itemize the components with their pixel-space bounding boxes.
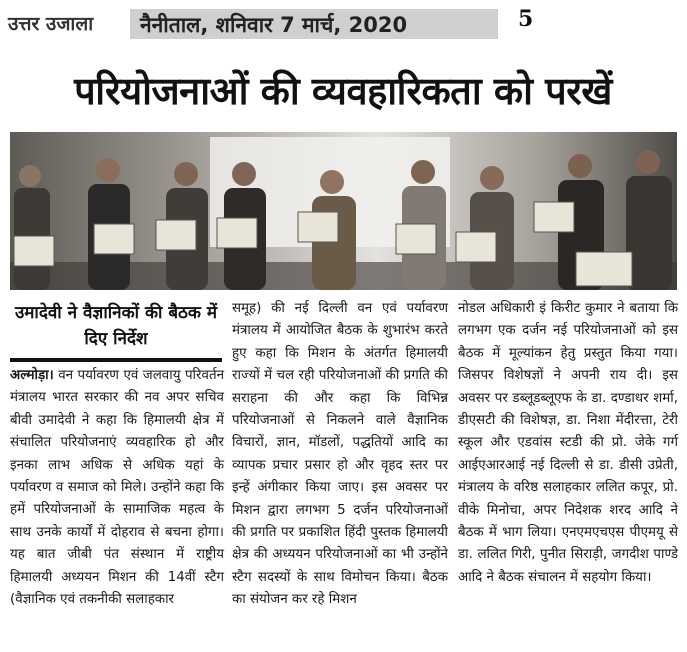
masthead [0,0,687,48]
subhead-rule [10,358,222,362]
column-1-text: वन पर्यावरण एवं जलवायु परिवर्तन मंत्रालय भारत सरकार की नव अपर सचिव बीवी उमादेवी ने कहा कि हिमालयी क्षेत्र में संचालित परियोजनाएं व्यवहारिक हो और इनका लाभ अधिक से अधिक यहां के पर्यावरण व समाज को मिले। उन्होंने कहा कि हमें परियोजनाओं के सामाजिक महत्व के साथ उनके कार्यों में दोहराव से बचना होगा। यह बात जीबी पंत संस्थान में राष्ट्रीय हिमालयी अध्ययन मिशन की 14वीं स्टैग (वैज्ञानिक एवं तकनीकी सलाहकार [10,368,225,608]
article-column-3: नोडल अधिकारी इं किरीट कुमार ने बताया कि लगभग एक दर्जन नई परियोजनाओं को इस बैठक में मूल्यांकन हेतु प्रस्तुत किया गया। जिसपर विशेषज्ञों ने अपनी राय दी। इस अवसर पर डब्लूडब्लूएफ के डा. दण्डाधर शर्मा, डीएसटी की विशेषज्ञ, डा. निशा मेंदीरत्ता, टेरी स्कूल और एडवांस स्टडी की प्रो. जेके गर्ग आईएआरआई नई दिल्ली से डा. डीसी उप्रेती, मंत्रालय के वरिष्ठ सलाहकार ललित कपूर, प्रो. वीके मिनोचा, अपर निदेशक शरद आदि ने बैठक में भाग लिया। एनएमएचएस पीएमयू से डा. ललित गिरी, पुनीत सिराड़ी, जगदीश पाण्डे आदि ने बैठक संचालन में सहयोग किया। [458,301,678,585]
article-column-2: समूह) की नई दिल्ली वन एवं पर्यावरण मंत्रालय में आयोजित बैठक के शुभारंभ करते हुए कहा कि मिशन के अंतर्गत हिमालयी राज्यों में चल रही परियोजनाओं की प्रगति की सराहना की और कहा कि विभिन्न परियोजनाओं से निकलने वाले वैज्ञानिक विचारों, ज्ञान, मॉडलों, पद्धतियों आदि का व्यापक प्रचार प्रसार हो और वृहद स्तर पर इन्हें अंगीकार किया जाए। इस अवसर पर मिशन द्वारा लगभग 5 दर्जन परियोजनाओं की प्रगति पर प्रकाशित हिंदी पुस्तक हिमालयी क्षेत्र की अध्ययन परियोजनाओं का भी उन्होंने स्टैग सदस्यों के साथ विमोचन किया। बैठक का संयोजन कर रहे मिशन [232,301,448,608]
place-dateline: अल्मोड़ा। [10,368,54,383]
photo-illustration [10,132,677,290]
headline: परियोजनाओं की व्यवहारिकता को परखें [74,69,612,113]
page-number: 5 [518,6,534,32]
subheadline: उमादेवी ने वैज्ञानिकों की बैठक में दिए निर्देश [14,303,218,349]
newspaper-name: उत्तर उजाला [8,13,94,35]
dateline: नैनीताल, शनिवार 7 मार्च, 2020 [140,13,408,37]
news-photo [10,132,677,290]
article-column-1 [10,365,224,611]
